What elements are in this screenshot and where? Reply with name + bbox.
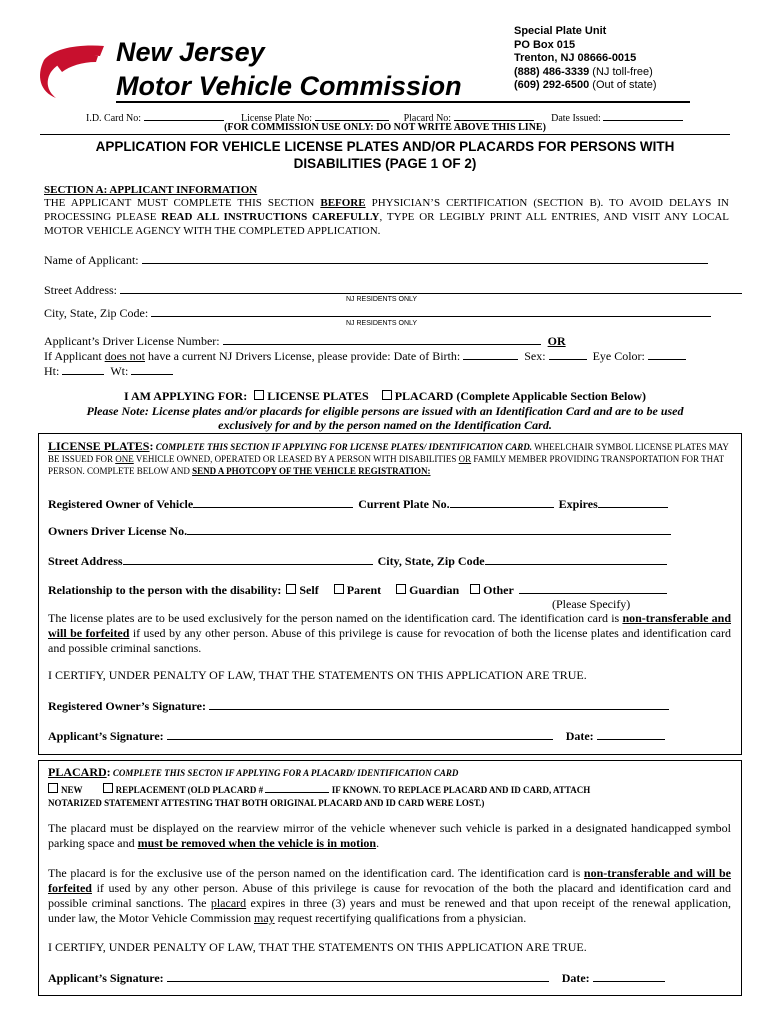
plates-street-field[interactable]: [123, 553, 373, 565]
plates-terms-2: if used by any other person. Abuse of this privilege is cause for revocation of both the license plates and identification card and possible criminal sanctions.: [48, 626, 731, 655]
date-issued-field: [603, 109, 683, 121]
plates-street-label: Street Address: [48, 554, 123, 568]
applying-note-line1: Please Note: License plates and/or placards for eligible persons are issued with an Identification Card and are to be used: [86, 404, 684, 418]
commission-use-note: (FOR COMMISSION USE ONLY: DO NOT WRITE ABOVE THIS LINE): [224, 122, 546, 133]
placard-terms-1: The placard is for the exclusive use of the person named on the identification card. The identification card is: [48, 866, 584, 880]
replacement-notarized-note: NOTARIZED STATEMENT ATTESTING THAT BOTH ORIGINAL PLACARD AND ID CARD WERE LOST.): [48, 798, 485, 808]
plates-intro-3: FAMILY MEMBER PROVIDING TRANSPORTATION FOR THAT PERSON. COMPLETE BELOW AND: [48, 454, 724, 476]
plates-terms: [48, 611, 731, 656]
nj-residents-note-2: NJ RESIDENTS ONLY: [346, 320, 418, 327]
driver-license-field[interactable]: [223, 333, 541, 345]
placard-date-label: Date:: [561, 971, 590, 985]
date-issued-label: Date Issued:: [551, 113, 601, 124]
plates-intro-or: OR: [458, 454, 472, 464]
plates-intro-italic: COMPLETE THIS SECTION IF APPLYING FOR LICENSE PLATES/ IDENTIFICATION CARD.: [153, 442, 532, 452]
city-state-zip-row: [44, 305, 711, 321]
parent-checkbox[interactable]: [334, 584, 344, 594]
height-label: Ht:: [44, 364, 60, 378]
header-rule: [116, 101, 690, 103]
height-weight-row: [44, 363, 173, 379]
weight-label: Wt:: [110, 364, 129, 378]
height-field[interactable]: [62, 363, 104, 375]
plates-intro-send-copy: SEND A PHOTCOPY OF THE VEHICLE REGISTRATION:: [192, 466, 431, 476]
replacement-option: REPLACEMENT (OLD PLACARD #: [115, 785, 264, 795]
city-state-zip-label: City, State, Zip Code:: [44, 306, 149, 320]
placard-display-remove: must be removed when the vehicle is in motion: [137, 836, 377, 850]
no-license-does-not: does not: [104, 349, 145, 363]
license-plates-checkbox[interactable]: [254, 390, 264, 400]
applying-for-label: I AM APPLYING FOR:: [123, 389, 248, 403]
sex-label: Sex:: [524, 349, 546, 363]
plate-no-field: [315, 109, 389, 121]
plates-heading-colon: :: [149, 439, 154, 453]
header-divider: [40, 134, 730, 135]
new-placard-checkbox[interactable]: [48, 783, 58, 793]
placard-display-2: .: [376, 836, 380, 850]
phone-1-note: (NJ toll-free): [589, 65, 653, 78]
placard-no-label: Placard No:: [403, 113, 452, 124]
plates-section-intro: [48, 440, 732, 477]
expires-field[interactable]: [598, 496, 668, 508]
parent-option: Parent: [346, 583, 382, 597]
placard-display-1: The placard must be displayed on the rearview mirror of the vehicle whenever such vehicle is parked in a designated handicapped symbol parking space and: [48, 821, 731, 850]
eye-color-field[interactable]: [648, 348, 686, 360]
placard-heading-colon: :: [106, 765, 111, 779]
old-placard-number-field[interactable]: [265, 783, 329, 793]
plates-date-label: Date:: [565, 729, 594, 743]
placard-intro-italic: COMPLETE THIS SECTON IF APPLYING FOR A PLACARD/ IDENTIFICATION CARD: [110, 768, 459, 778]
other-checkbox[interactable]: [470, 584, 480, 594]
plate-no-label: License Plate No:: [241, 113, 313, 124]
placard-terms-2: if used by any other person. Abuse of this privilege is cause for revocation of the both the placard and identification card and possible criminal sanctions. The: [48, 881, 731, 910]
eye-color-label: Eye Color:: [592, 349, 645, 363]
plates-intro-one: ONE: [115, 454, 134, 464]
placard-terms-may: may: [253, 911, 275, 925]
street-address-field[interactable]: [120, 282, 742, 294]
plates-applicant-signature-field[interactable]: [167, 728, 553, 740]
placard-applicant-signature-field[interactable]: [167, 970, 549, 982]
applying-for-row: [0, 389, 770, 404]
form-title-line1: APPLICATION FOR VEHICLE LICENSE PLATES AND/OR PLACARDS FOR PERSONS WITH: [95, 139, 675, 154]
mvc-logo: [34, 40, 106, 102]
placard-type-row: [48, 783, 590, 810]
replacement-checkbox[interactable]: [103, 783, 113, 793]
form-title-line2: DISABILITIES (PAGE 1 OF 2): [293, 156, 477, 171]
owner-dl-label: Owners Driver License No.: [48, 524, 188, 538]
new-placard-option: NEW: [61, 785, 83, 795]
applicant-name-field[interactable]: [142, 252, 708, 264]
instr-before: BEFORE: [320, 197, 366, 209]
other-specify-field[interactable]: [519, 582, 667, 594]
self-checkbox[interactable]: [286, 584, 296, 594]
phone-1[interactable]: (888) 486-3339: [514, 65, 590, 78]
placard-applicant-signature-row: [48, 970, 665, 986]
guardian-option: Guardian: [409, 583, 460, 597]
applicant-name-label: Name of Applicant:: [44, 253, 139, 267]
placard-terms-forfeit: non-transferable and will be forfeited: [48, 866, 731, 895]
city-state-zip-field[interactable]: [151, 305, 711, 317]
placard-no-field: [454, 109, 534, 121]
placard-section-heading: PLACARD: [48, 765, 107, 779]
driver-license-label: Applicant’s Driver License Number:: [44, 334, 220, 348]
relationship-row: [48, 582, 667, 598]
placard-section-intro: [48, 766, 458, 779]
registered-owner-label: Registered Owner of Vehicle: [48, 497, 194, 511]
plates-terms-forfeit: non-transferable and will be forfeited: [48, 611, 732, 640]
owner-signature-field[interactable]: [209, 698, 669, 710]
driver-license-row: [44, 333, 566, 349]
replacement-option-2: IF KNOWN. TO REPLACE PLACARD AND ID CARD, ATTACH: [331, 785, 591, 795]
date-of-birth-field[interactable]: [463, 348, 518, 360]
placard-applicant-signature-label: Applicant’s Signature:: [48, 971, 164, 985]
owner-signature-row: [48, 698, 669, 714]
placard-terms-4: request recertifying qualifications from a physician.: [274, 911, 527, 925]
plates-certify: I CERTIFY, UNDER PENALTY OF LAW, THAT THE STATEMENTS ON THIS APPLICATION ARE TRUE.: [48, 668, 587, 682]
instr-part2: PHYSICIAN’S CERTIFICATION (SECTION B). TO AVOID DELAYS IN PROCESSING PLEASE: [44, 197, 730, 223]
relationship-label: Relationship to the person with the disability:: [48, 583, 282, 597]
org-name-line1: New Jersey: [116, 37, 265, 67]
placard-display-rule: [48, 821, 731, 851]
plates-intro-1: WHEELCHAIR SYMBOL LICENSE PLATES MAY BE ISSUED FOR: [48, 442, 729, 464]
plates-applicant-signature-row: [48, 728, 665, 744]
weight-field[interactable]: [131, 363, 173, 375]
org-name-line2: Motor Vehicle Commission: [116, 71, 462, 101]
no-license-part2: have a current NJ Drivers License, please provide: Date of Birth:: [145, 349, 461, 363]
contact-box: PO Box 015: [514, 38, 576, 51]
current-plate-field[interactable]: [450, 496, 554, 508]
contact-phone-1: [514, 66, 656, 80]
section-a-instructions: [44, 196, 729, 238]
applicant-name-row: [44, 252, 708, 268]
no-license-part1: If Applicant: [44, 349, 105, 363]
owner-signature-label: Registered Owner’s Signature:: [48, 699, 206, 713]
self-option: Self: [299, 583, 319, 597]
registered-owner-field[interactable]: [193, 496, 353, 508]
placard-terms: [48, 866, 731, 926]
placard-terms-3: expires in three (3) years and must be renewed and that upon receipt of the renewal application, under law, the Motor Vehicle Commission: [48, 896, 731, 925]
placard-option: PLACARD (Complete Applicable Section Below): [394, 389, 647, 403]
instr-part3: , TYPE OR LEGIBLY PRINT ALL ENTRIES, AND VISIT ANY LOCAL MOTOR VEHICLE AGENCY WITH THE COMPLETED APPLICATION.: [44, 211, 730, 237]
form-title: [40, 138, 730, 172]
contact-phone-2: [514, 79, 656, 93]
expires-label: Expires: [558, 497, 598, 511]
current-plate-label: Current Plate No.: [358, 497, 450, 511]
plates-applicant-signature-label: Applicant’s Signature:: [48, 729, 164, 743]
plates-date-field[interactable]: [597, 728, 665, 740]
owner-dl-row: [48, 523, 671, 539]
plates-city-label: City, State, Zip Code: [377, 554, 485, 568]
plates-city-field[interactable]: [485, 553, 667, 565]
sex-field[interactable]: [549, 348, 587, 360]
phone-2[interactable]: (609) 292-6500: [514, 79, 590, 91]
contact-city: Trenton, NJ 08666-0015: [514, 52, 637, 64]
instr-part1: THE APPLICANT MUST COMPLETE THIS SECTION: [44, 197, 321, 209]
please-specify-note: (Please Specify): [552, 597, 631, 611]
placard-date-field[interactable]: [593, 970, 665, 982]
no-license-row: [44, 348, 686, 364]
plates-section-heading: LICENSE PLATES: [48, 439, 150, 453]
owner-dl-field[interactable]: [187, 523, 671, 535]
placard-checkbox[interactable]: [382, 390, 392, 400]
guardian-checkbox[interactable]: [396, 584, 406, 594]
other-option: Other: [483, 583, 514, 597]
applying-note: [40, 404, 730, 432]
license-plates-option: LICENSE PLATES: [267, 389, 369, 403]
instr-read-carefully: READ ALL INSTRUCTIONS CAREFULLY: [161, 211, 380, 223]
phone-2-note: (Out of state): [589, 79, 657, 91]
plates-address-row: [48, 553, 667, 569]
id-card-label: I.D. Card No:: [86, 113, 141, 124]
id-card-field: [144, 109, 224, 121]
nj-residents-note-1: NJ RESIDENTS ONLY: [346, 296, 418, 303]
registered-owner-row: [48, 496, 668, 512]
contact-unit: Special Plate Unit: [514, 25, 607, 37]
plates-intro-2: VEHICLE OWNED, OPERATED OR LEASED BY A PERSON WITH DISABILITIES: [133, 454, 459, 464]
or-label: OR: [547, 334, 566, 348]
placard-terms-placard: placard: [210, 896, 247, 910]
street-address-label: Street Address:: [44, 283, 117, 297]
applying-note-line2: exclusively for and by the person named on the Identification Card.: [218, 418, 552, 432]
plates-terms-1: The license plates are to be used exclusively for the person named on the identification card. The identification card is: [48, 611, 623, 625]
section-a-heading: SECTION A: APPLICANT INFORMATION: [44, 184, 258, 196]
contact-block: [514, 25, 656, 93]
placard-certify: I CERTIFY, UNDER PENALTY OF LAW, THAT THE STATEMENTS ON THIS APPLICATION ARE TRUE.: [48, 940, 587, 954]
